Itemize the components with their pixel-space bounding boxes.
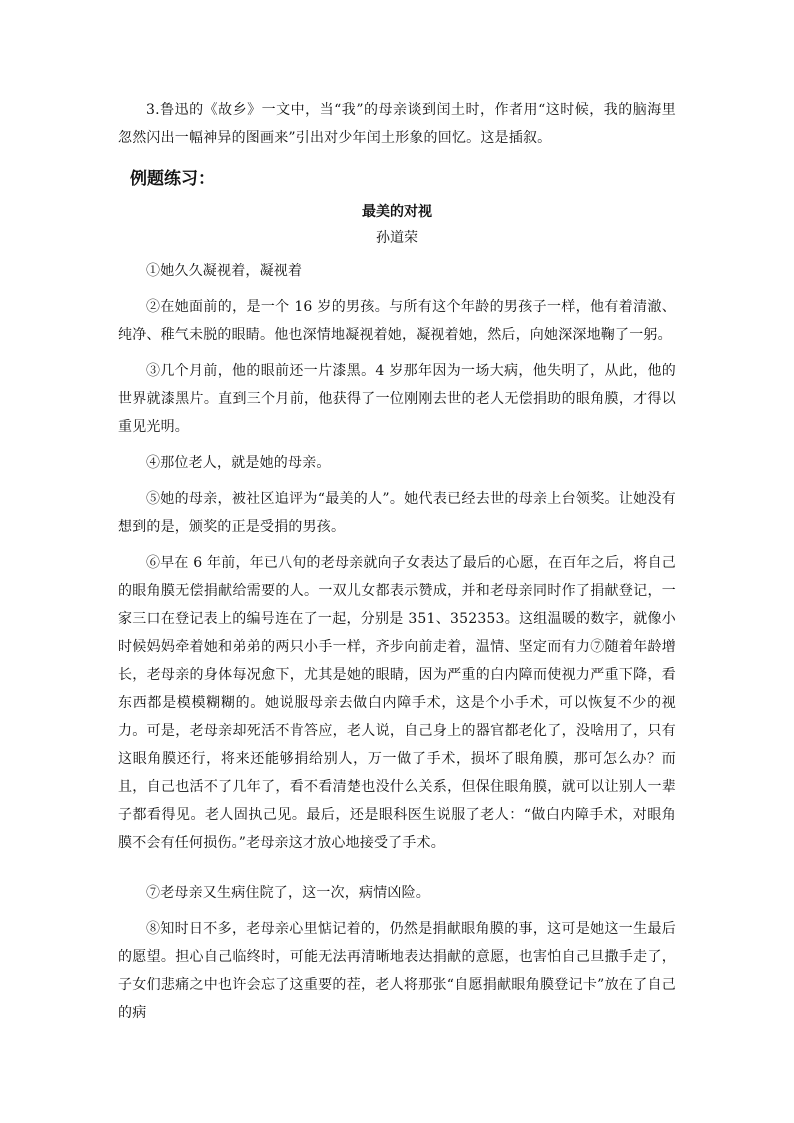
- article-paragraph-6: ⑥早在 6 年前，年已八旬的老母亲就向子女表达了最后的心愿，在百年之后，将自己的眼角膜无偿捐献给需要的人。一双儿女都表示赞成，并和老母亲同时作了捐献登记，一家三口在登记表上的编号连在了一起，分别是 351、352353。这组温暖的数字，就像小时候妈妈牵着她和弟弟的两只小手一样，齐步向前走着，温情、坚定而有力⑦随着年龄增长，老母亲的身体每况愈下，尤其是她的眼睛，因为严重的白内障而使视力严重下降，看东西都是模模糊糊的。她说服母亲去做白内障手术，这是个小手术，可以恢复不少的视力。可是，老母亲却死活不肯答应，老人说，自己身上的器官都老化了，没啥用了，只有这眼角膜还行，将来还能够捐给别人，万一做了手术，损坏了眼角膜，那可怎么办？而且，自己也活不了几年了，看不看清楚也没什么关系，但保住眼角膜，就可以让别人一辈子都看得见。老人固执己见。最后，还是眼科医生说服了老人：“做白内障手术，对眼角膜不会有任何损伤。”老母亲这才放心地接受了手术。: [118, 555, 676, 851]
- article-paragraph-1: ①她久久凝视着，凝视着: [146, 263, 303, 279]
- article-paragraph-2: ②在她面前的，是一个 16 岁的男孩。与所有这个年龄的男孩子一样，他有着清澈、纯净、稚气未脱的眼睛。他也深情地凝视着她，凝视着她，然后，向她深深地鞠了一躬。: [118, 299, 676, 343]
- article-paragraph-7: ⑦老母亲又生病住院了，这一次，病情凶险。: [146, 885, 430, 901]
- paragraph-gap: [118, 865, 676, 879]
- article-paragraph-3: ③几个月前，他的眼前还一片漆黑。4 岁那年因为一场大病，他失明了，从此，他的世界就漆黑片。直到三个月前，他获得了一位刚刚去世的老人无偿捐助的眼角膜，才得以重见光明。: [118, 363, 676, 435]
- article-title: 最美的对视: [362, 204, 432, 220]
- article-paragraph-8: ⑧知时日不多，老母亲心里惦记着的，仍然是捐献眼角膜的事，这可是她这一生最后的愿望。担心自己临终时，可能无法再清晰地表达捐献的意愿，也害怕自己旦撒手走了，子女们悲痛之中也许会忘了这重要的茬，老人将那张“自愿捐献眼角膜登记卡”放在了自己的病: [118, 921, 676, 1021]
- section-heading: 例题练习：: [130, 169, 215, 189]
- article-author: 孙道荣: [376, 230, 418, 246]
- intro-paragraph: 3.鲁迅的《故乡》一文中，当“我”的母亲谈到闰土时，作者用“这时候，我的脑海里忽然闪出一幅神异的图画来”引出对少年闰土形象的回忆。这是插叙。: [118, 102, 676, 146]
- document-page: [118, 96, 676, 1035]
- article-paragraph-5: ⑤她的母亲，被社区追评为“最美的人”。她代表已经去世的母亲上台领奖。让她没有想到的是，颁奖的正是受捐的男孩。: [118, 491, 676, 535]
- article-paragraph-4: ④那位老人，就是她的母亲。: [146, 455, 331, 471]
